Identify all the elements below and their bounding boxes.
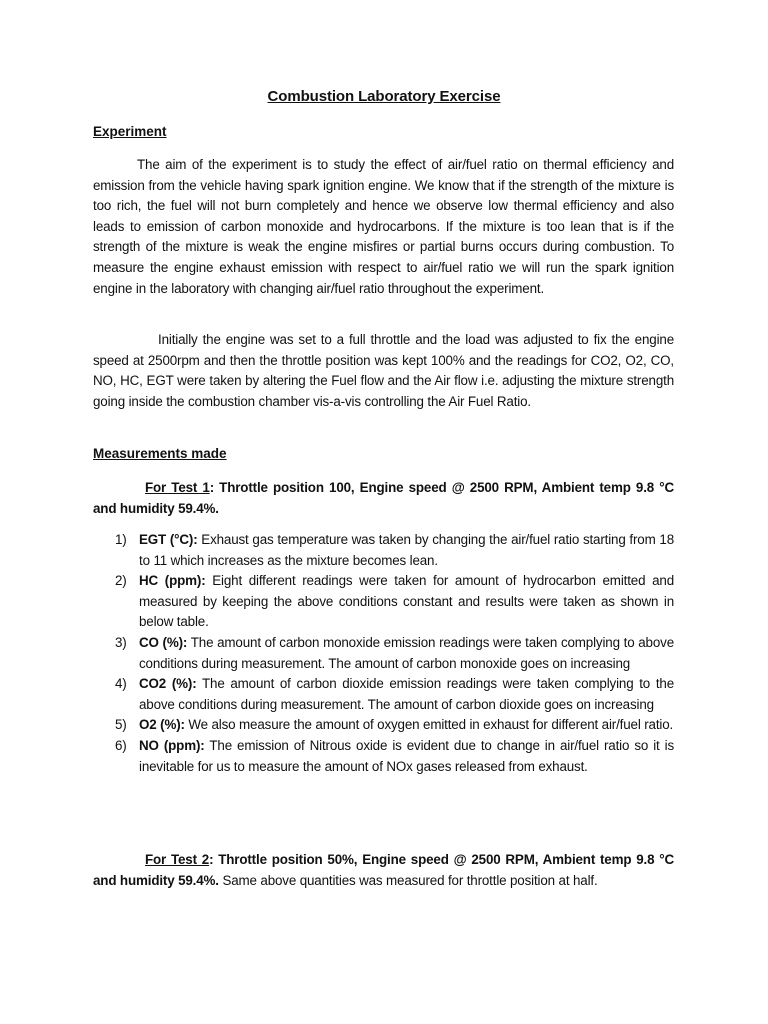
list-item <box>93 530 674 571</box>
list-item-term: EGT (°C): <box>139 532 198 547</box>
list-item <box>93 715 674 736</box>
list-item-number: 2) <box>115 573 127 589</box>
test1-label: For Test 1 <box>145 480 210 495</box>
list-item-term: NO (ppm): <box>139 737 205 753</box>
test2-label: For Test 2 <box>145 852 210 867</box>
measurements-heading: Measurements made <box>93 446 227 461</box>
list-item-text: We also measure the amount of oxygen emitted in exhaust for different air/fuel ratio. <box>184 717 674 733</box>
test1-conditions <box>93 478 674 519</box>
list-item-text: The emission of Nitrous oxide is evident due to change in air/fuel ratio so it is inevitable for us to measure the amount of NOx gases released from exhaust. <box>139 737 674 774</box>
test2-conditions-text: : Throttle position 50%, Engine speed @ 2500 RPM, Ambient temp 9.8 °C and humidity 59.4%. <box>93 852 674 888</box>
list-item <box>93 633 674 674</box>
list-item-number: 3) <box>115 634 127 650</box>
list-item-number: 5) <box>115 717 127 733</box>
list-item-term: CO (%): <box>139 634 188 650</box>
test1-conditions-text: : Throttle position 100, Engine speed @ 2500 RPM, Ambient temp 9.8 °C and humidity 59.4%. <box>93 480 674 516</box>
list-item-term: CO2 (%): <box>139 676 197 692</box>
list-item-number: 4) <box>115 676 127 692</box>
experiment-paragraph-2: Initially the engine was set to a full throttle and the load was adjusted to fix the engine speed at 2500rpm and then the throttle position was kept 100% and the readings for CO2, O2, CO, NO, HC, EGT were taken by altering the Fuel flow and the Air flow i.e. adjusting the mixture strength going inside the combustion chamber vis-a-vis controlling the Air Fuel Ratio. <box>93 332 674 409</box>
list-item-text: The amount of carbon monoxide emission readings were taken complying to above conditions during measurement. The amount of carbon monoxide goes on increasing <box>139 634 674 671</box>
test2-note: Same above quantities was measured for throttle position at half. <box>218 872 598 888</box>
list-item <box>93 571 674 633</box>
list-item-term: HC (ppm): <box>139 573 206 589</box>
list-item-number: 1) <box>115 532 127 547</box>
list-item-text: Eight different readings were taken for amount of hydrocarbon emitted and measured by keeping the above conditions constant and results were taken as shown in below table. <box>139 573 674 630</box>
page-title: Combustion Laboratory Exercise <box>267 88 501 105</box>
test2-conditions <box>93 850 674 891</box>
list-item <box>93 674 674 715</box>
list-item-term: O2 (%): <box>139 717 185 733</box>
list-item-text: The amount of carbon dioxide emission readings were taken complying to the above conditions during measurement. The amount of carbon dioxide goes on increasing <box>139 676 674 712</box>
measurement-list <box>93 530 674 777</box>
experiment-heading: Experiment <box>93 124 167 139</box>
list-item-text: Exhaust gas temperature was taken by changing the air/fuel ratio starting from 18 to 11 which increases as the mixture becomes lean. <box>139 532 674 568</box>
experiment-paragraph-1: The aim of the experiment is to study the effect of air/fuel ratio on thermal efficiency and emission from the vehicle having spark ignition engine. We know that if the strength of the mixture is too rich, the fuel will not burn completely and hence we observe low thermal efficiency and also leads to emission of carbon monoxide and hydrocarbons. If the mixture is too lean that is if the strength of the mixture is weak the engine misfires or partial burns occurs during combustion. To measure the engine exhaust emission with respect to air/fuel ratio we will run the spark ignition engine in the laboratory with changing air/fuel ratio throughout the experiment. <box>93 157 674 296</box>
list-item <box>93 736 674 777</box>
list-item-number: 6) <box>115 737 127 753</box>
